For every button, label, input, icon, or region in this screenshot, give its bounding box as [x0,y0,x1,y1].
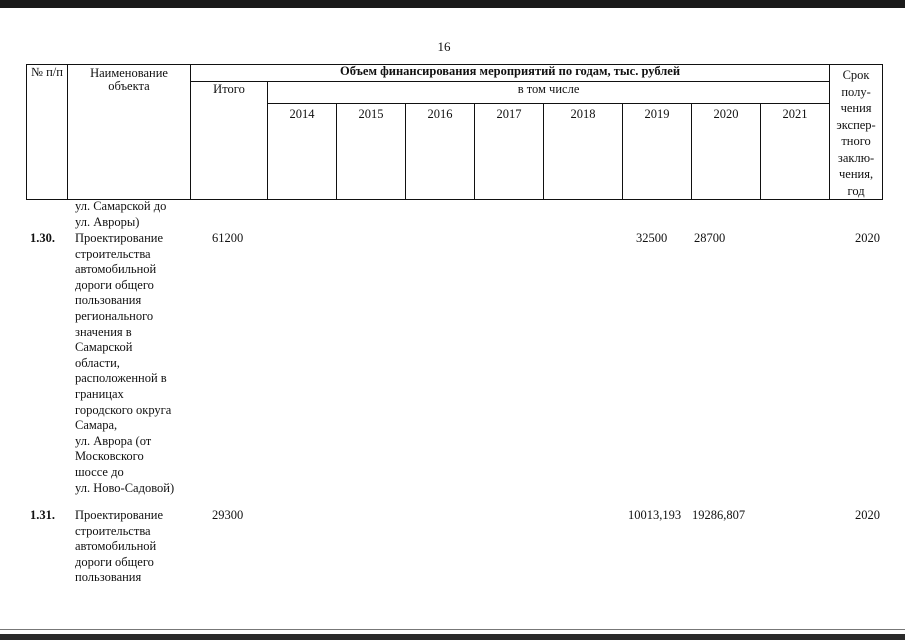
continuation-name [75,198,200,230]
header-term-line: полу- [841,84,871,99]
header-term-cell [830,65,883,200]
name-line: регионального [75,308,154,323]
name-line: строительства [75,523,151,538]
row-name [75,231,200,496]
total-value: 29300 [212,508,244,522]
header-term-line: заклю- [837,150,875,165]
header-financing-cell: Объем финансирования мероприятий по годам, тыс. рублей [191,65,830,82]
header-term-line: тного [841,134,871,148]
name-line: пользования [75,293,142,308]
header-num-cell: № п/п [27,65,68,200]
header-year-cell: 2017 [475,104,544,200]
header-year-cell: 2016 [406,104,475,200]
name-line: автомобильной [75,262,157,277]
name-line: дороги общего [75,277,154,292]
header-term-line: год [847,183,865,198]
name-line: строительства [75,246,151,261]
name-line: дороги общего [75,554,154,569]
name-line: Самара, [75,418,118,433]
row-name [75,508,200,586]
name-line: значения в [75,324,132,339]
page-number: 16 [437,39,451,54]
name-line: границах [75,386,124,401]
scan-border-line [0,629,905,630]
name-line: Самарской [75,340,133,355]
name-line: шоссе до [75,464,124,479]
name-line: Проектирование [75,231,164,245]
header-name-cell: Наименование объекта [68,65,191,200]
header-year-cell: 2018 [544,104,623,200]
header-term-line: чения [840,101,872,115]
name-line: ул. Авроры) [75,215,140,229]
name-line: области, [75,355,120,370]
scan-border-top [0,0,905,8]
name-line: расположенной в [75,371,167,386]
header-year-cell: 2019 [623,104,692,200]
value-2020: 19286,807 [692,508,746,522]
value-2019: 10013,193 [628,508,682,522]
term-year: 2020 [855,508,880,522]
name-line: ул. Ново-Садовой) [75,480,175,495]
header-including-cell: в том числе [268,82,830,104]
name-line: ул. Самарской до [75,199,167,213]
row-number: 1.31. [30,508,55,522]
term-year: 2020 [855,231,880,245]
table-header [26,64,883,200]
value-2020: 28700 [694,231,726,245]
header-year-cell: 2015 [337,104,406,200]
name-line: Проектирование [75,508,164,522]
header-term-line: чения, [839,167,874,181]
name-line: Московского [75,449,144,464]
header-term-line: экспер- [836,117,876,132]
name-line: автомобильной [75,539,157,554]
header-year-cell: 2020 [692,104,761,200]
name-line: пользования [75,570,142,585]
header-total-cell: Итого [191,82,268,200]
header-term-line: Срок [842,68,870,82]
row-number: 1.30. [30,231,55,245]
total-value: 61200 [212,231,244,245]
scan-border-bottom [0,634,905,640]
header-year-cell: 2014 [268,104,337,200]
value-2019: 32500 [636,231,668,245]
name-line: ул. Аврора (от [75,433,152,448]
name-line: городского округа [75,402,172,417]
header-year-cell: 2021 [761,104,830,200]
